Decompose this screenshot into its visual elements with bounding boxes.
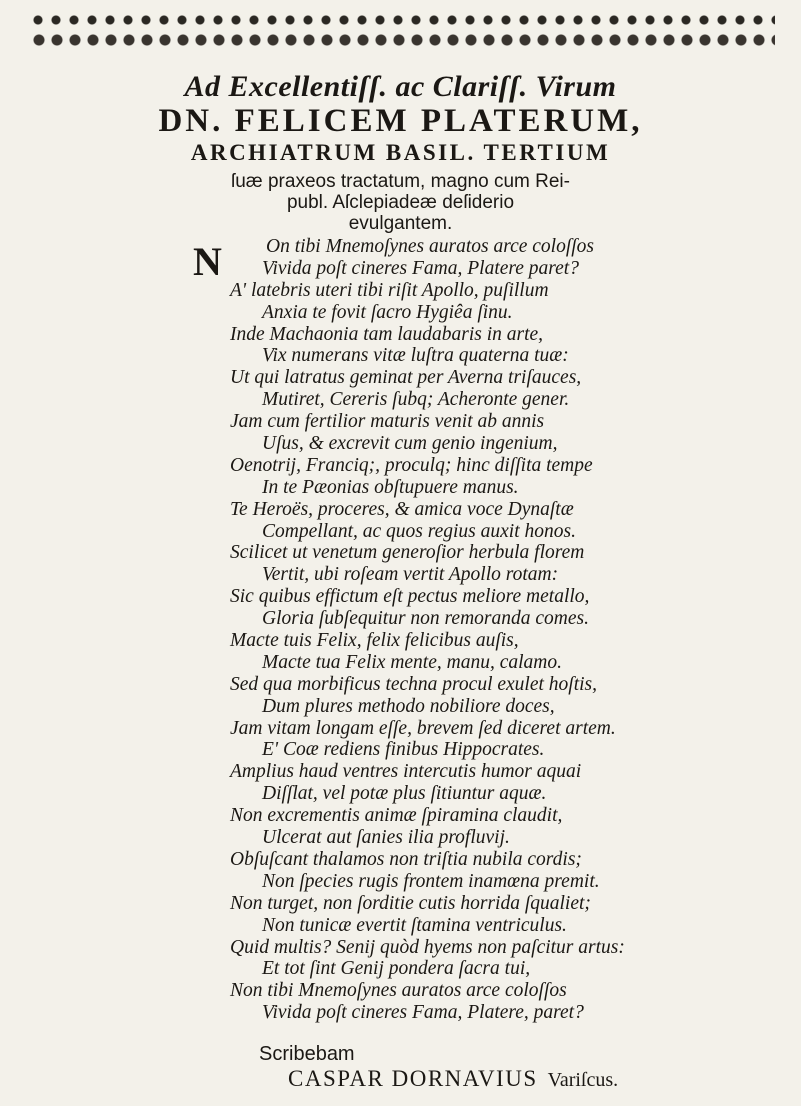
poem-line: A' latebris uteri tibi riſit Apollo, puſillum xyxy=(230,279,549,301)
poem-line: Macte tua Felix mente, manu, calamo. xyxy=(262,651,562,673)
subtitle-line-2: publ. Aſclepiadeæ deſiderio xyxy=(286,192,515,213)
poem-line: Te Heroës, proceres, & amica voce Dynaſtæ xyxy=(230,498,574,520)
poem-line: Gloria ſubſequitur non remoranda comes. xyxy=(262,608,589,630)
poem-line: Oenotrij, Franciq;, proculq; hinc diſſita tempe xyxy=(230,454,593,476)
poem-line: Jam cum fertilior maturis venit ab annis xyxy=(230,411,545,433)
poem-line: Non excrementis animæ ſpiramina claudit, xyxy=(230,805,563,827)
poem-line: Anxia te fovit ſacro Hygiêa ſinu. xyxy=(262,301,513,323)
poem-line: Ulcerat aut ſanies ilia profluvij. xyxy=(262,827,510,849)
poem-line: Macte tuis Felix, felix felicibus auſis, xyxy=(230,630,519,652)
dedication-heading: Ad Excellentiſſ. ac Clariſſ. Virum xyxy=(184,70,617,103)
ornamental-border xyxy=(30,10,775,50)
drop-cap: N xyxy=(193,239,222,284)
author-origin: Variſcus. xyxy=(547,1069,619,1091)
poem-body xyxy=(0,236,801,1024)
poem-line: Obſuſcant thalamos non triſtia nubila cordis; xyxy=(230,848,582,870)
recipient-name: DN. FELICEM PLATERUM, xyxy=(158,103,643,139)
poem-line: Uſus, & excrevit cum genio ingenium, xyxy=(262,433,558,455)
poem-line: Sic quibus effictum eſt pectus meliore metallo, xyxy=(230,586,590,608)
poem-line: Inde Machaonia tam laudabaris in arte, xyxy=(230,323,544,345)
poem-line: Jam vitam longam eſſe, brevem ſed diceret artem. xyxy=(230,717,616,739)
poem-line: E' Coæ rediens finibus Hippocrates. xyxy=(262,739,545,761)
recipient-title: ARCHIATRUM BASIL. TERTIUM xyxy=(190,140,611,165)
poem-line: Non ſpecies rugis frontem inamœna premit. xyxy=(262,870,600,892)
poem-line: Vivida poſt cineres Fama, Platere paret? xyxy=(262,257,579,279)
poem-line: Et tot ſint Genij pondera ſacra tui, xyxy=(262,958,531,980)
poem-line: Sed qua morbificus techna procul exulet hoſtis, xyxy=(230,673,598,695)
author-name: CASPAR DORNAVIUS xyxy=(288,1066,538,1091)
poem-line: Vivida poſt cineres Fama, Platere, paret? xyxy=(262,1002,584,1024)
poem-line: Quid multis? Senij quòd hyems non paſcitur artus: xyxy=(230,936,625,958)
poem-line: Amplius haud ventres intercutis humor aquai xyxy=(230,761,582,783)
author-signature xyxy=(288,1066,618,1092)
poem-line: Scilicet ut venetum generoſior herbula florem xyxy=(230,542,585,564)
poem-line: Non tunicæ evertit ſtamina ventriculus. xyxy=(262,914,567,936)
poem-line: On tibi Mnemoſynes auratos arce coloſſos xyxy=(266,236,595,257)
poem-line: Vertit, ubi roſeam vertit Apollo rotam: xyxy=(262,564,559,586)
scribebam-label: Scribebam xyxy=(259,1043,355,1065)
poem-line: Non turget, non ſorditie cutis horrida ſqualiet; xyxy=(230,892,591,914)
poem-line: Compellant, ac quos regius auxit honos. xyxy=(262,520,576,542)
poem-line: Vix numerans vitæ luſtra quaterna tuæ: xyxy=(262,345,569,367)
poem-line: Diſſlat, vel potæ plus ſitiuntur aquæ. xyxy=(262,783,547,805)
subtitle-line-1: ſuæ praxeos tractatum, magno cum Rei- xyxy=(231,171,570,192)
poem-line: Mutiret, Cereris ſubq; Acheronte gener. xyxy=(262,389,570,411)
poem-line: Ut qui latratus geminat per Averna triſauces, xyxy=(230,367,582,389)
subtitle-line-3: evulgantem. xyxy=(348,213,453,234)
poem-line: Non tibi Mnemoſynes auratos arce coloſſos xyxy=(230,980,567,1002)
poem-line: Dum plures methodo nobiliore doces, xyxy=(262,695,555,717)
poem-line: In te Pæonias obſtupuere manus. xyxy=(262,476,519,498)
